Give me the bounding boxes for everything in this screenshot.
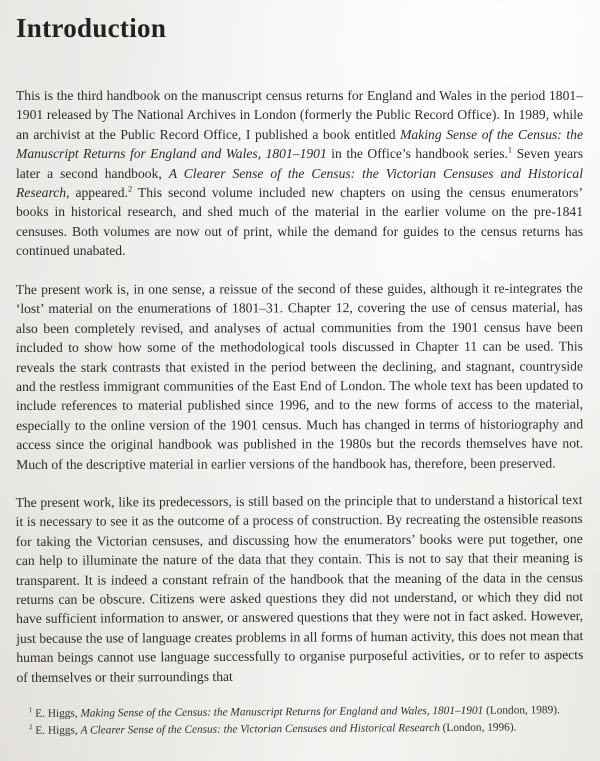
paragraph: The present work, like its predecessors, is still based on the principle that to understand a historical text it is necessary to see it as the outcome of a process of construction. By recreating the ostensible reasons for taking the Victorian censuses, and discussing how the enumerators’ books were put together, one can help to illuminate the nature of the data that they contain. This is not to say that their meaning is transparent. It is indeed a constant refrain of the handbook that the meaning of the data in the census returns can be obscure. Citizens were asked questions they did not understand, or which they did not have sufficient information to answer, or answered questions that they were not in fact asked. However, just because the use of language creates problems in all forms of human activity, this does not mean that human beings cannot use language successfully to organise purposeful activities, or to refer to aspects of themselves or their surroundings that (15, 491, 584, 685)
paragraph: The present work is, in one sense, a reissue of the second of these guides, although it re-integrates the ‘lost’ material on the enumerations of 1801–31. Chapter 12, covering the use of census material, has also been completely revised, and analyses of actual communities from the 1901 census have been included to show how some of the methodological tools discussed in Chapter 11 can be used. This reveals the stark contrasts that existed in the period between the declining, and stagnant, countryside and the restless immigrant communities of the East End of London. The whole text has been updated to include references to material published since 1996, and to the new forms of access to the material, especially to the online version of the 1901 census. Much has changed in terms of historiography and access since the original handbook was published in the 1980s but the records themselves have not. Much of the descriptive material in earlier versions of the handbook has, therefore, been preserved. (15, 280, 584, 472)
footnote: $^1$ E. Higgs, Making Sense of the Census: the Manuscript Returns for England and Wales, 1801–1901 (London, 1989). (28, 703, 560, 720)
footnotes (16, 702, 583, 739)
body-text (16, 86, 583, 687)
page-title: Introduction (16, 13, 167, 43)
paragraph: This is the third handbook on the manuscript census returns for England and Wales in the period 1801–1901 released by The National Archives in London (formerly the Public Record Office). In 1989, while an archivist at the Public Record Office, I published a book entitled Making Sense of the Census: the Manuscript Returns for England and Wales, 1801–1901 in the Office’s handbook series.$^1$ Seven years later a second handbook, A Clearer Sense of the Census: the Victorian Censuses and Historical Research, appeared.$^2$ This second volume included new chapters on using the census enumerators’ books in historical research, and shed much of the material in the earlier volume on the pre-1841 censuses. Both volumes are now out of print, while the demand for guides to the census returns has continued unabated. (16, 88, 584, 259)
footnote: $^2$ E. Higgs, A Clearer Sense of the Census: the Victorian Censuses and Historical Research (London, 1996). (29, 720, 517, 737)
